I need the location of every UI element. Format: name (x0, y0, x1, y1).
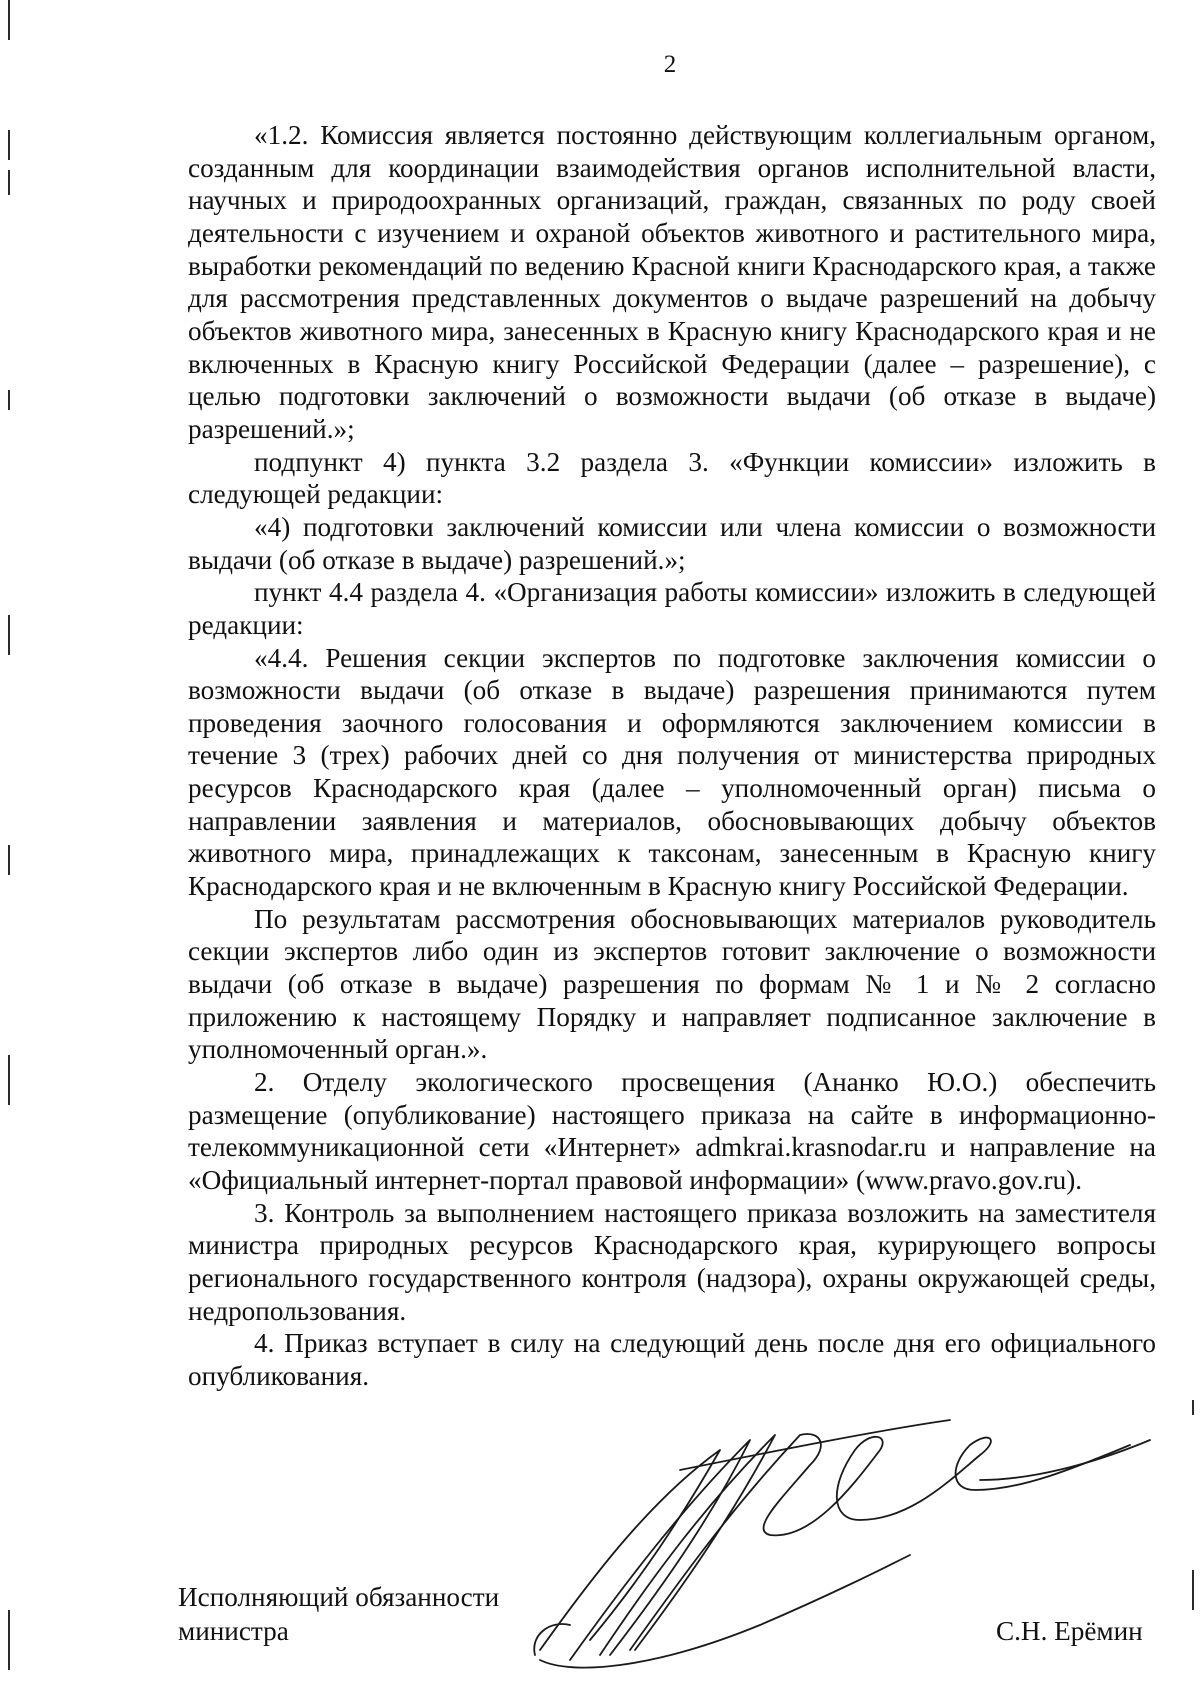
paragraph-1-2: «1.2. Комиссия является постоянно действующим коллегиальным органом, созданным для координации взаимодействия органов исполнительной власти, научных и природоохранных организаций, граждан, связанных по роду своей деятельности с изучением и охраной объектов животного и растительного мира, выработки рекомендаций по ведению Красной книги Краснодарского края, а также для рассмотрения представленных документов о выдаче разрешений на добычу объектов животного мира, занесенных в Красную книгу Краснодарского края и не включенных в Красную книгу Российской Федерации (далее – разрешение), с целью подготовки заключений о возможности выдачи (об отказе в выдаче) разрешений.»; (188, 120, 1156, 444)
paragraph-review-results: По результатам рассмотрения обосновывающих материалов руководитель секции экспертов либо один из экспертов готовит заключение о возможности выдачи (об отказе в выдаче) разрешения по формам № 1 и № 2 согласно приложению к настоящему Порядку и направляет подписанное заключение в уполномоченный орган.». (188, 903, 1156, 1065)
paragraph-item-4: 4. Приказ вступает в силу на следующий день после дня его официального опубликования. (188, 1328, 1156, 1391)
scan-edge-mark (8, 845, 10, 875)
scan-edge-mark (1192, 1570, 1194, 1610)
scan-edge-mark (8, 390, 10, 410)
paragraph-4-4: «4.4. Решения секции экспертов по подготовке заключения комиссии о возможности выдачи (об отказе в выдаче) разрешения принимаются путем проведения заочного голосования и оформляются заключением комиссии в течение 3 (трех) рабочих дней со дня получения от министерства природных ресурсов Краснодарского края (далее – уполномоченный орган) письма о направлении заявления и материалов, обосновывающих добычу объектов животного мира, принадлежащих к таксонам, занесенным в Красную книгу Краснодарского края и не включенным в Красную книгу Российской Федерации. (188, 642, 1156, 902)
scan-edge-mark (8, 0, 10, 40)
scan-edge-mark (1192, 1400, 1194, 1415)
paragraph-item-3: 3. Контроль за выполнением настоящего приказа возложить на заместителя министра природных ресурсов Краснодарского края, курирующего вопросы регионального государственного контроля (надзора), охраны окружающей среды, недропользования. (188, 1197, 1156, 1326)
paragraph-point-4-4-intro: пункт 4.4 раздела 4. «Организация работы комиссии» изложить в следующей редакции: (188, 577, 1156, 640)
scan-edge-mark (8, 170, 10, 195)
paragraph-subpoint-4-intro: подпункт 4) пункта 3.2 раздела 3. «Функции комиссии» изложить в следующей редакции: (188, 446, 1156, 510)
scan-edge-mark (8, 615, 10, 655)
scan-edge-mark (8, 130, 10, 160)
paragraph-subpoint-4: «4) подготовки заключений комиссии или члена комиссии о возможности выдачи (об отказе в выдаче) разрешений.»; (188, 511, 1156, 575)
signatory-position (178, 1580, 499, 1648)
paragraph-item-2: 2. Отделу экологического просвещения (Ананко Ю.О.) обеспечить размещение (опубликование) настоящего приказа на сайте в информационно-телекоммуникационной сети «Интернет» admkrai.krasnodar.ru и направление на «Официальный интернет-портал правовой информации» (www.pravo.gov.ru). (188, 1067, 1156, 1195)
signatory-position-line-2: министра (178, 1616, 289, 1646)
signatory-position-line-1: Исполняющий обязанности (178, 1582, 500, 1612)
signatory-name: С.Н. Ерёмин (996, 1616, 1143, 1646)
scan-edge-mark (8, 1055, 10, 1105)
page-number: 2 (663, 51, 677, 78)
scan-edge-mark (8, 1610, 10, 1670)
